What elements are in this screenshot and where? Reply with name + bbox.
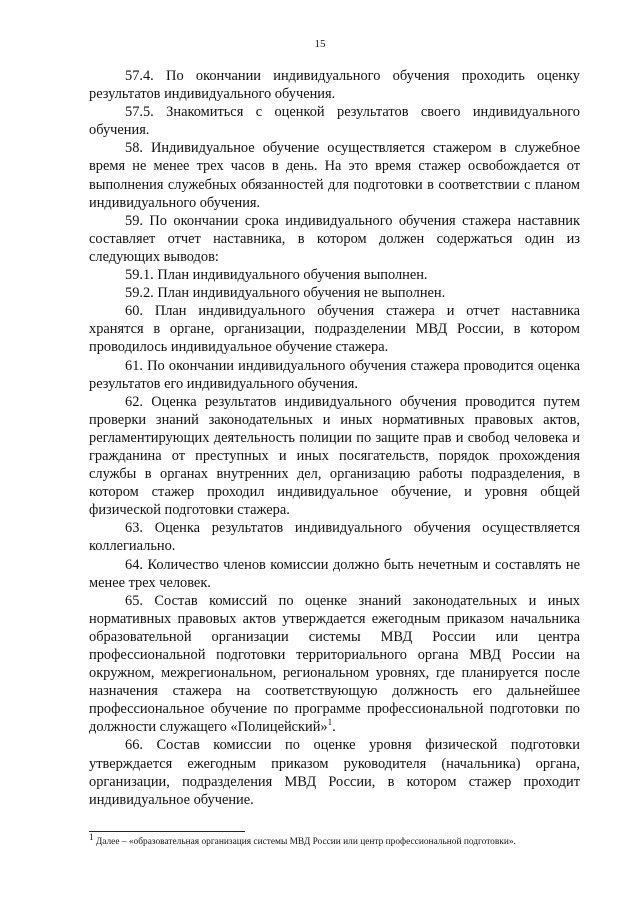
document-body bbox=[89, 67, 580, 809]
paragraph-58: 58. Индивидуальное обучение осуществляется стажером в служебное время не менее трех часов в день. На это время стажер освобождается от выполнения служебных обязанностей для подготовки в соответствии с планом индивидуального обучения. bbox=[89, 140, 580, 211]
footnote-divider bbox=[89, 831, 245, 832]
paragraph-65-text: 65. Состав комиссий по оценке знаний законодательных и иных нормативных правовых актов утверждается ежегодным приказом начальника образовательной организации системы МВД России или центра профессиональной подготовки территориального органа МВД России на окружном, межрегиональном, региональном уровнях, где планируется после назначения стажера на соответствующую должность его дальнейшее профессиональное обучение по программе профессиональной подготовки по должности служащего «Полицейский» bbox=[89, 592, 580, 736]
paragraph-57-5: 57.5. Знакомиться с оценкой результатов своего индивидуального обучения. bbox=[89, 104, 580, 139]
page-number: 15 bbox=[314, 38, 326, 50]
footnote bbox=[89, 831, 580, 848]
paragraph-66: 66. Состав комиссии по оценке уровня физической подготовки утверждается ежегодным приказом руководителя (начальника) органа, организации, подразделения МВД России, в котором стажер проходит индивидуальное обучение. bbox=[89, 737, 580, 808]
paragraph-59-1: 59.1. План индивидуального обучения выполнен. bbox=[125, 267, 428, 284]
paragraph-57-4: 57.4. По окончании индивидуального обучения проходить оценку результатов индивидуального обучения. bbox=[89, 68, 580, 103]
footnote-marker: 1 bbox=[89, 831, 94, 842]
paragraph-65: 65. Состав комиссий по оценке знаний законодательных и иных нормативных правовых актов утверждается ежегодным приказом начальника образовательной организации системы МВД России или центра профессиональной подготовки территориального органа МВД России на окружном, межрегиональном, региональном уровнях, где планируется после назначения стажера на соответствующую должность его дальнейшее профессиональное обучение по программе профессиональной подготовки по должности служащего «Полицейский»$^1$. bbox=[89, 592, 580, 736]
footnote-text: Далее – «образовательная организация системы МВД России или центр профессиональной подготовки». bbox=[93, 837, 516, 847]
paragraph-60: 60. План индивидуального обучения стажера и отчет наставника хранятся в органе, организации, подразделении МВД России, в котором проводилось индивидуальное обучение стажера. bbox=[89, 303, 580, 356]
paragraph-63: 63. Оценка результатов индивидуального обучения осуществляется коллегиально. bbox=[89, 520, 580, 555]
paragraph-61: 61. По окончании индивидуального обучения стажера проводится оценка результатов его индивидуального обучения. bbox=[89, 357, 580, 392]
paragraph-59: 59. По окончании срока индивидуального обучения стажера наставник составляет отчет наставника, в котором должен содержаться один из следующих выводов: bbox=[89, 212, 580, 265]
paragraph-64: 64. Количество членов комиссии должно быть нечетным и составлять не менее трех человек. bbox=[89, 556, 580, 591]
paragraph-62: 62. Оценка результатов индивидуального обучения проводится путем проверки знаний законодательных и иных нормативных правовых актов, регламентирующих деятельность полиции по защите прав и свобод человека и гражданина от преступных и иных посягательств, порядок прохождения службы в органах внутренних дел, организацию работы подразделения, в котором стажер проходил индивидуальное обучение, и уровня общей физической подготовки стажера. bbox=[89, 393, 580, 519]
paragraph-59-2: 59.2. План индивидуального обучения не выполнен. bbox=[125, 285, 446, 302]
footnote-reference: 1 bbox=[327, 717, 333, 728]
